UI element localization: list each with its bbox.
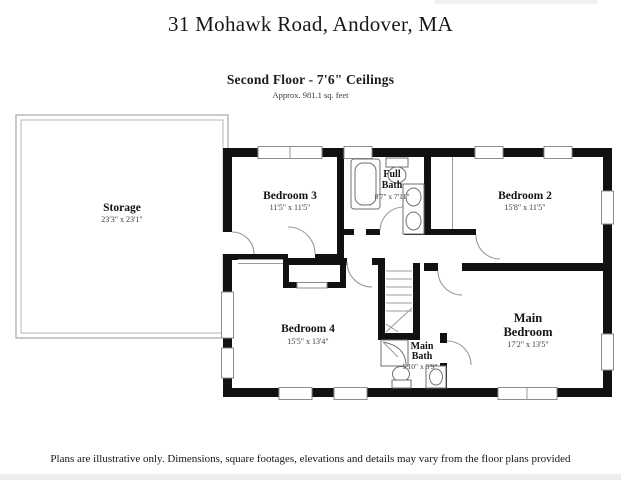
bedroom4-dims: 15'5" x 13'4" [287,337,329,346]
bedroom2-dims: 15'8" x 11'5" [504,203,546,212]
bottom-scan-strip [0,474,621,480]
disclaimer-text: Plans are illustrative only. Dimensions, square footages, elevations and details may vary from the floor plans provided [50,453,571,465]
mainbedroom-dims: 17'2" x 13'5" [507,340,549,349]
fullbath-label-1: Full [383,169,401,180]
storage-room-outline [16,115,228,338]
storage-door-opening [222,232,233,254]
storage-label: Storage [103,202,141,214]
mainbath-door-arc [447,341,471,365]
bedroom3-dims: 11'5" x 11'5" [269,203,311,212]
bedroom4-door-arc [347,262,372,287]
storage-door-arc [232,232,254,254]
mainbedroom-label-2: Bedroom [503,325,553,339]
fullbath-door-arc [380,207,404,231]
bedroom4-label: Bedroom 4 [281,323,335,335]
sink-basin [430,369,443,385]
staircase [386,271,412,332]
bedroom2-door-arc [476,235,500,259]
toilet-tank [386,158,408,167]
mainbath-label-2: Bath [411,351,433,362]
mainbedroom-label-1: Main [513,311,543,325]
bedroom3-door-arc [288,227,315,254]
floor-title: Second Floor - 7'6" Ceilings [226,72,395,87]
storage-dims: 23'3" x 23'1" [101,215,143,224]
bedroom2-label: Bedroom 2 [498,190,552,202]
page-title: 31 Mohawk Road, Andover, MA [168,12,453,36]
mainbath-dims: 5'10" x 5'9" [402,362,438,371]
fullbath-dims: 8'7" x 7'11" [374,192,410,201]
mainbedroom-door-arc [438,271,462,295]
closet-slider [297,283,327,289]
floor-area: Approx. 981.1 sq. feet [272,90,349,100]
bedroom3-label: Bedroom 3 [263,190,317,202]
mainbath-label-1: Main [410,341,434,352]
sink-basin [406,212,421,230]
toilet-tank [392,380,411,388]
fullbath-label-2: Bath [381,180,403,191]
